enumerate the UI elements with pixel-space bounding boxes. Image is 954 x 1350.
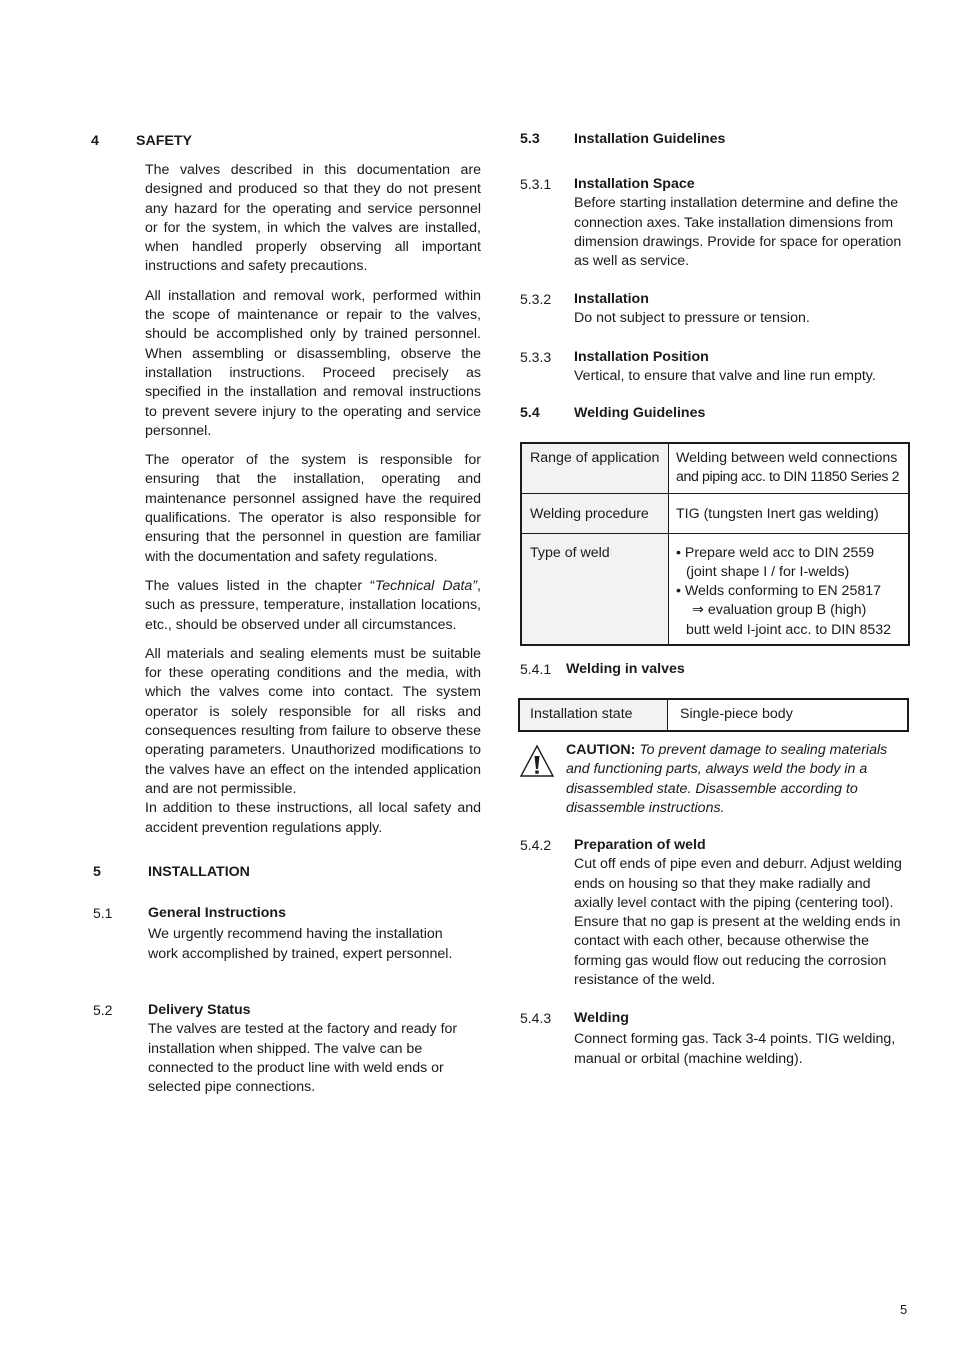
- caution-label: CAUTION:: [566, 742, 636, 758]
- section-5-4-2-text: Cut off ends of pipe even and deburr. Adjust welding ends on housing so that they make radially and axially level contact with the piping (centering tool). Ensure that no gap is present at the welding ends in contact with each other, because otherwise the forming gas would flow out reducing the corrosion resistance of the weld.: [574, 856, 902, 989]
- table-row: [521, 533, 909, 645]
- safety-paragraph-2: All installation and removal work, performed within the scope of maintenance or repair to the valves, should be accomplished only by trained personnel. When assembling or disassembling, observe the installation instructions. Proceed precisely as specified in the installation and removal instructions to prevent severe injury to the operating and service personnel.: [145, 287, 481, 439]
- safety-paragraph-4-a: The values listed in the chapter “: [145, 577, 375, 594]
- welding-guidelines-table: [520, 442, 910, 646]
- section-5-4-2-number: 5.4.2: [520, 837, 552, 853]
- section-5-3-3-number: 5.3.3: [520, 349, 552, 365]
- section-5-3-1: [574, 175, 908, 271]
- section-5-3-2-title: Installation: [574, 291, 649, 307]
- warning-triangle-icon: [519, 744, 555, 778]
- weld-type-line-2: (joint shape I / for I-welds): [686, 563, 850, 580]
- section-4-title: SAFETY: [136, 133, 192, 149]
- section-5-3-2-text: Do not subject to pressure or tension.: [574, 310, 810, 327]
- safety-paragraph-5: All materials and sealing elements must be suitable for these operating conditions and the media, with which the valves come into contact. The system operator is solely responsible for all risks and consequences resulting from failure to observe these operating parameters. Unauthorized modifications to the valves have an effect on the intended application and are not permissible.: [145, 645, 481, 797]
- section-4-number: 4: [91, 133, 99, 149]
- safety-paragraph-3: The operator of the system is responsible for ensuring that the installation, operating and maintenance personnel assigned have the required qualifications. The operator is also responsible for ensuring that the personnel in question are familiar with the documentation and safety regulations.: [145, 452, 481, 565]
- section-4-body: [145, 161, 481, 848]
- section-5-4-3-title: Welding: [574, 1010, 629, 1026]
- table-row: [521, 443, 909, 493]
- weld-type-line-3: • Welds conforming to EN 25817: [676, 583, 882, 600]
- section-5-4-3-text: Connect forming gas. Tack 3-4 points. TIG welding, manual or orbital (machine welding).: [574, 1031, 896, 1067]
- range-line-2: and piping acc. to DIN 11850 Series 2: [676, 469, 900, 486]
- weld-type-line-1: • Prepare weld acc to DIN 2559: [676, 544, 875, 561]
- table-cell-label: Welding procedure: [521, 493, 669, 533]
- caution-text: To prevent damage to sealing materials and functioning parts, always weld the body in a disassembled state. Disassemble according to disassemble instructions.: [566, 742, 888, 816]
- table-cell-value: [669, 443, 910, 493]
- page-number: 5: [900, 1302, 908, 1317]
- weld-type-line-4: ⇒ evaluation group B (high): [692, 602, 867, 619]
- table-row: [519, 699, 908, 731]
- section-5-title: INSTALLATION: [148, 864, 250, 880]
- section-5-1: [148, 904, 468, 964]
- section-5-4-3: [574, 1009, 908, 1069]
- section-5-4-2: [574, 836, 908, 990]
- table-cell-label: Type of weld: [521, 533, 669, 645]
- safety-paragraph-4: [145, 577, 481, 635]
- section-5-3-1-text: Before starting installation determine and define the connection axes. Take installation dimensions from dimension drawings. Provide for space for operation as well as service.: [574, 195, 902, 270]
- installation-state-table: [518, 698, 909, 732]
- section-5-3-2-number: 5.3.2: [520, 291, 552, 307]
- table-cell-label: Installation state: [519, 699, 668, 731]
- weld-type-line-5: butt weld I-joint acc. to DIN 8532: [686, 621, 892, 638]
- table-row: [521, 493, 909, 533]
- section-5-1-title: General Instructions: [148, 905, 286, 921]
- technical-data-reference: Technical Data”: [374, 577, 478, 594]
- section-5-1-text: We urgently recommend having the installation work accomplished by trained, expert personnel.: [148, 926, 453, 962]
- caution-note: [566, 741, 906, 818]
- safety-paragraph-4-b: , such as pressure, temperature, installation locations, etc., should be observed under all circumstances.: [145, 577, 481, 633]
- section-5-3-2: [574, 290, 908, 329]
- section-5-4-title: Welding Guidelines: [574, 405, 706, 421]
- section-5-3-3-title: Installation Position: [574, 349, 709, 365]
- section-5-3-1-title: Installation Space: [574, 176, 695, 192]
- section-5-number: 5: [93, 864, 101, 880]
- section-5-3-number: 5.3: [520, 131, 540, 147]
- section-5-2-text: The valves are tested at the factory and ready for installation when shipped. The valve can be connected to the product line with weld ends or selected pipe connections.: [148, 1021, 458, 1096]
- section-5-2: [148, 1001, 466, 1097]
- section-5-2-title: Delivery Status: [148, 1002, 251, 1018]
- section-5-1-number: 5.1: [93, 905, 113, 921]
- safety-paragraph-6: In addition to these instructions, all local safety and accident prevention regulations apply.: [145, 800, 481, 836]
- section-5-2-number: 5.2: [93, 1002, 113, 1018]
- range-line-1: Welding between weld connections: [676, 450, 898, 466]
- table-cell-value: TIG (tungsten Inert gas welding): [669, 493, 910, 533]
- section-5-3-title: Installation Guidelines: [574, 131, 726, 147]
- section-5-4-2-title: Preparation of weld: [574, 837, 706, 853]
- section-5-4-number: 5.4: [520, 405, 540, 421]
- table-cell-value: Single-piece body: [668, 699, 909, 731]
- safety-paragraph-1: The valves described in this documentation are designed and produced so that they do not present any hazard for the operating and service personnel or for the system, in which the valves are installed, when handled properly observing all important instructions and safety precautions.: [145, 162, 481, 275]
- table-cell-label: Range of application: [521, 443, 669, 493]
- section-5-4-1-title: Welding in valves: [566, 661, 685, 677]
- section-5-3-3-text: Vertical, to ensure that valve and line run empty.: [574, 368, 876, 385]
- section-5-4-3-number: 5.4.3: [520, 1010, 552, 1026]
- section-5-4-1-number: 5.4.1: [520, 661, 552, 677]
- section-5-3-3: [574, 348, 908, 387]
- table-cell-value: [669, 533, 910, 645]
- section-5-3-1-number: 5.3.1: [520, 176, 552, 192]
